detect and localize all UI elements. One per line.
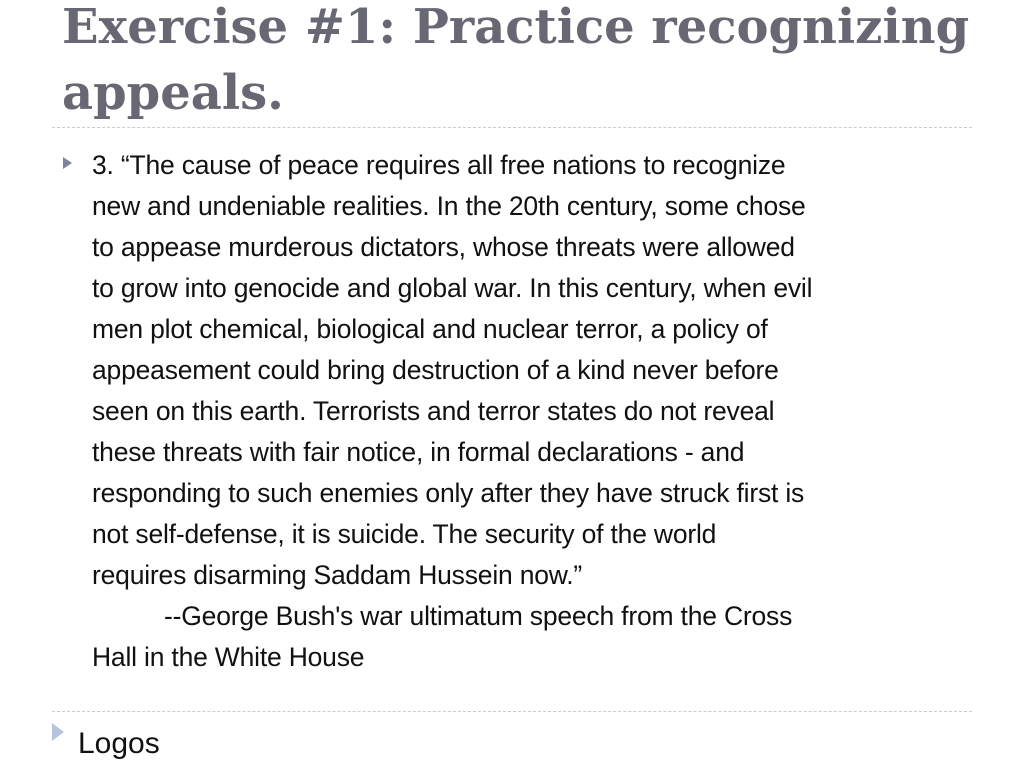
attribution-line: --George Bush's war ultimatum speech from the Cross [164,601,793,631]
quote-line: to appease murderous dictators, whose threats were allowed [92,232,795,262]
slide-title [62,0,982,126]
title-bold: Exercise #1 [62,0,379,55]
quote-line: 3. “The cause of peace requires all free nations to recognize [92,150,786,180]
quote-line: these threats with fair notice, in formal declarations - and [92,437,745,467]
quote-text [92,145,972,678]
quote-line: appeasement could bring destruction of a kind never before [92,355,779,385]
bottom-divider [52,711,972,712]
title-rest: : Practice recognizing appeals. [62,0,970,121]
quote-line: requires disarming Saddam Hussein now.” [92,560,583,590]
quote-line: new and undeniable realities. In the 20th century, some chose [92,191,806,221]
quote-line: responding to such enemies only after they have struck first is [92,478,805,508]
attribution-line: Hall in the White House [92,642,365,672]
top-divider [52,127,972,128]
quote-line: seen on this earth. Terrorists and terror states do not reveal [92,396,775,426]
quote-line: not self-defense, it is suicide. The security of the world [92,519,717,549]
triangle-bullet-icon [52,723,64,741]
quote-line: to grow into genocide and global war. In this century, when evil [92,273,813,303]
triangle-bullet-icon [63,157,72,169]
logos-label: Logos [78,727,160,760]
quote-line: men plot chemical, biological and nuclear terror, a policy of [92,314,768,344]
